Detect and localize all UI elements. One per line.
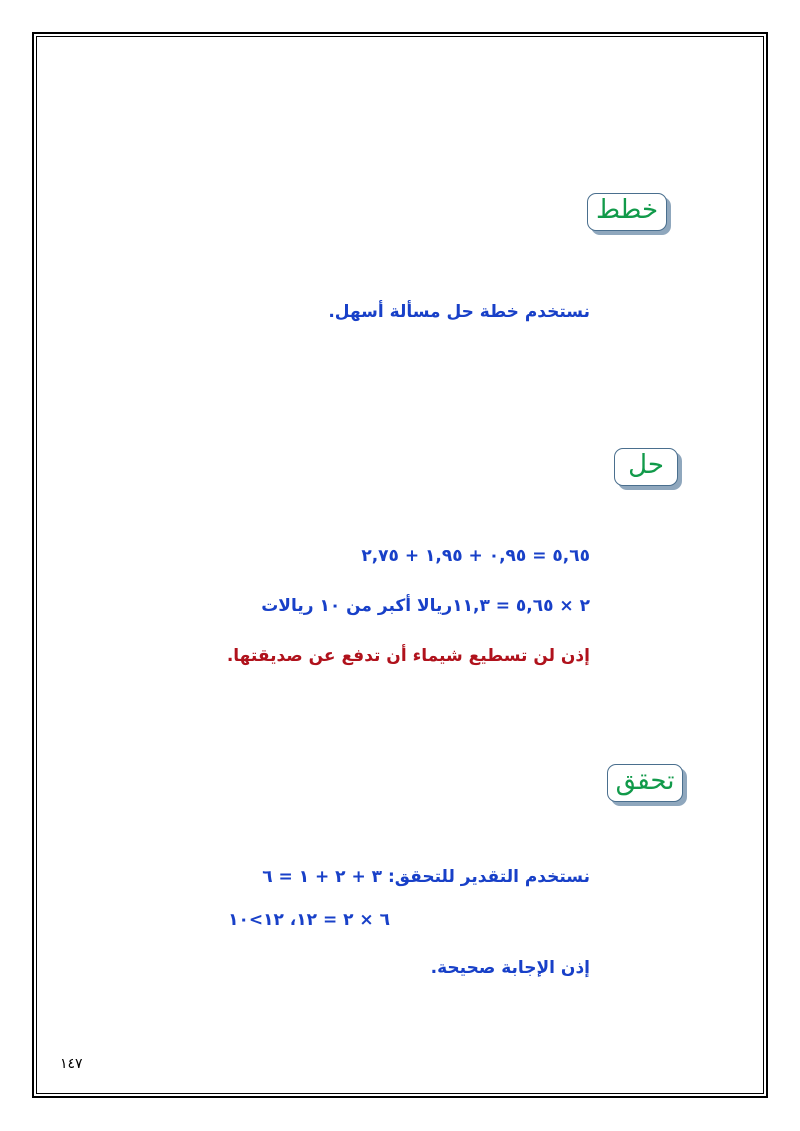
check-heading: تحقق — [615, 766, 675, 796]
check-line-2: ٦ × ٢ = ١٢، ١٢>١٠ — [228, 910, 390, 930]
page-number: ١٤٧ — [60, 1056, 83, 1072]
check-conclusion: إذن الإجابة صحيحة. — [430, 958, 590, 978]
check-heading-box — [607, 764, 683, 802]
plan-heading-box — [587, 193, 667, 231]
solve-heading: حل — [628, 450, 664, 480]
plan-line-1: نستخدم خطة حل مسألة أسهل. — [328, 302, 590, 322]
solve-line-1: ٥,٦٥ = ٠,٩٥ + ١,٩٥ + ٢,٧٥ — [361, 546, 590, 566]
solve-line-2: ٢ × ٥,٦٥ = ١١,٣ريالا أكبر من ١٠ ريالات — [261, 596, 590, 616]
plan-heading: خطط — [595, 195, 659, 225]
solve-heading-box — [614, 448, 678, 486]
check-line-1: نستخدم التقدير للتحقق: ٣ + ٢ + ١ = ٦ — [262, 867, 590, 887]
solve-conclusion: إذن لن تسطيع شيماء أن تدفع عن صديقتها. — [226, 646, 590, 666]
